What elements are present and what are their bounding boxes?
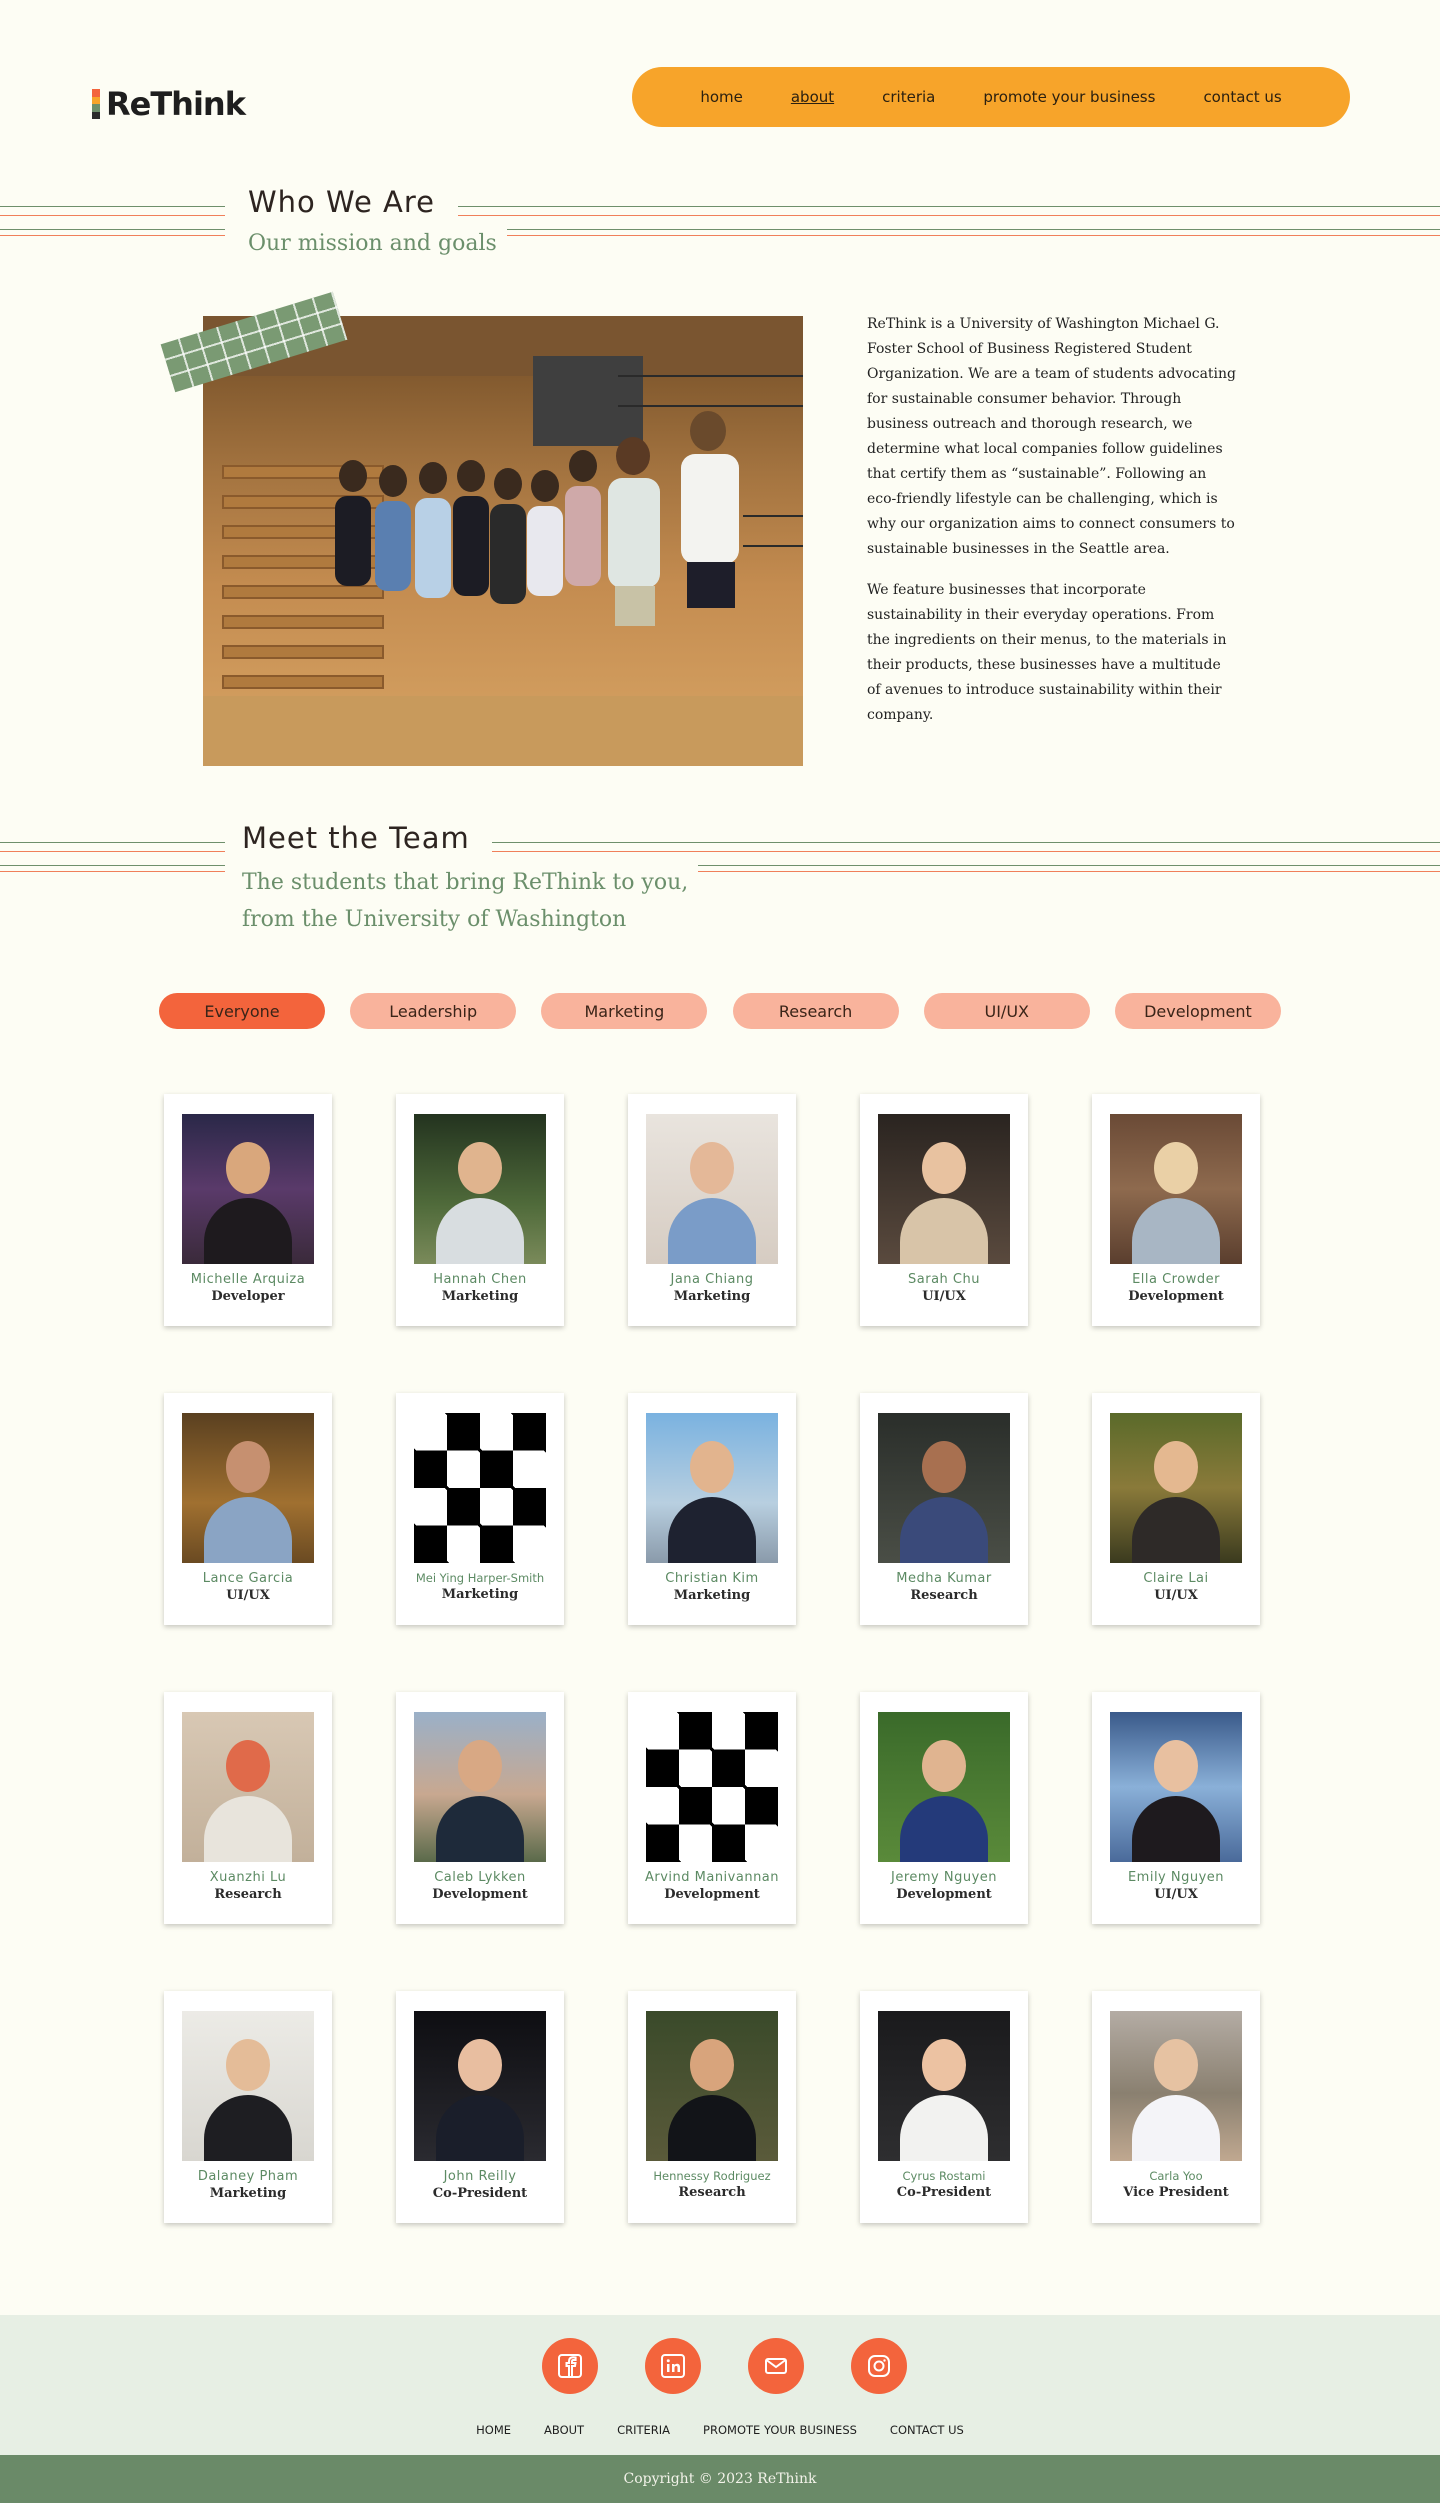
divider-line bbox=[492, 842, 1440, 843]
footer-link-home[interactable]: HOME bbox=[476, 2423, 512, 2437]
member-role: Research bbox=[910, 1588, 978, 1603]
member-name: Sarah Chu bbox=[908, 1272, 980, 1287]
member-photo bbox=[646, 2011, 778, 2161]
member-card bbox=[628, 1692, 796, 1924]
member-photo bbox=[414, 2011, 546, 2161]
instagram-icon[interactable] bbox=[851, 2338, 907, 2394]
member-photo bbox=[414, 1114, 546, 1264]
member-card bbox=[164, 1094, 332, 1326]
team-filters bbox=[159, 993, 1281, 1029]
member-role: UI/UX bbox=[1154, 1588, 1198, 1603]
team-title: Meet the Team bbox=[242, 821, 470, 855]
divider-line bbox=[0, 851, 225, 852]
member-role: Research bbox=[214, 1887, 282, 1902]
member-photo bbox=[646, 1114, 778, 1264]
member-role: Co-President bbox=[896, 2185, 992, 2200]
member-card bbox=[628, 1393, 796, 1625]
member-card bbox=[860, 1393, 1028, 1625]
mail-icon[interactable] bbox=[748, 2338, 804, 2394]
member-role: Marketing bbox=[673, 1588, 751, 1603]
member-role: Research bbox=[678, 2185, 746, 2200]
divider-line bbox=[690, 865, 1440, 866]
member-card bbox=[1092, 1991, 1260, 2223]
copyright: Copyright © 2023 ReThink bbox=[0, 2455, 1440, 2503]
logo-mark bbox=[92, 89, 100, 119]
linkedin-icon[interactable] bbox=[645, 2338, 701, 2394]
member-role: Marketing bbox=[441, 1289, 519, 1304]
member-card bbox=[396, 1094, 564, 1326]
divider-line bbox=[458, 215, 1440, 216]
member-name: Dalaney Pham bbox=[197, 2169, 299, 2184]
divider-line bbox=[0, 229, 225, 230]
member-photo bbox=[878, 2011, 1010, 2161]
member-card bbox=[860, 1692, 1028, 1924]
nav-about[interactable]: about bbox=[790, 88, 835, 106]
member-name: Carla Yoo bbox=[1149, 2169, 1203, 2183]
filter-research[interactable]: Research bbox=[733, 993, 899, 1029]
member-photo bbox=[1110, 1712, 1242, 1862]
footer bbox=[0, 2315, 1440, 2455]
about-paragraph-1: ReThink is a University of Washington Michael G. Foster School of Business Registered Student Organization. We are a team of students advocating for sustainable consumer behavior. Through business outreach and thorough research, we determine what local companies follow guidelines that certify them as “sustainable”. Following an eco-friendly lifestyle can be challenging, which is why our organization aims to connect consumers to sustainable businesses in the Seattle area. bbox=[867, 316, 1237, 557]
member-role: UI/UX bbox=[922, 1289, 966, 1304]
member-name: Medha Kumar bbox=[896, 1571, 992, 1586]
member-card bbox=[164, 1991, 332, 2223]
member-name: John Reilly bbox=[443, 2169, 517, 2184]
team-subtitle-line-2: from the University of Washington bbox=[242, 901, 636, 938]
member-role: Development bbox=[664, 1887, 760, 1902]
member-photo bbox=[878, 1712, 1010, 1862]
member-name: Lance Garcia bbox=[202, 1571, 294, 1586]
member-photo bbox=[414, 1712, 546, 1862]
member-photo bbox=[878, 1413, 1010, 1563]
member-name: Michelle Arquiza bbox=[190, 1272, 306, 1287]
member-card bbox=[1092, 1692, 1260, 1924]
member-photo-placeholder bbox=[414, 1413, 546, 1563]
footer-link-promote-your-business[interactable]: PROMOTE YOUR BUSINESS bbox=[703, 2423, 857, 2437]
member-photo bbox=[182, 1712, 314, 1862]
member-role: UI/UX bbox=[226, 1588, 270, 1603]
divider-line bbox=[0, 235, 225, 236]
member-name: Mei Ying Harper-Smith bbox=[415, 1571, 545, 1585]
nav-promote-your-business[interactable]: promote your business bbox=[983, 88, 1156, 106]
divider-line bbox=[0, 842, 225, 843]
about-text bbox=[867, 312, 1237, 744]
member-card bbox=[860, 1991, 1028, 2223]
divider-line bbox=[0, 871, 225, 872]
member-photo bbox=[1110, 1114, 1242, 1264]
footer-links bbox=[0, 2423, 1440, 2437]
social-links bbox=[542, 2338, 907, 2394]
member-name: Emily Nguyen bbox=[1127, 1870, 1225, 1885]
member-photo-placeholder bbox=[646, 1712, 778, 1862]
member-photo bbox=[182, 1413, 314, 1563]
filter-development[interactable]: Development bbox=[1115, 993, 1281, 1029]
divider-line bbox=[500, 229, 1440, 230]
member-role: Development bbox=[896, 1887, 992, 1902]
divider-line bbox=[0, 215, 225, 216]
facebook-icon[interactable] bbox=[542, 2338, 598, 2394]
nav-criteria[interactable]: criteria bbox=[882, 88, 936, 106]
filter-leadership[interactable]: Leadership bbox=[350, 993, 516, 1029]
member-photo bbox=[646, 1413, 778, 1563]
filter-uiux[interactable]: UI/UX bbox=[924, 993, 1090, 1029]
member-card bbox=[1092, 1393, 1260, 1625]
member-card bbox=[396, 1991, 564, 2223]
divider-line bbox=[0, 865, 225, 866]
divider-line bbox=[0, 206, 225, 207]
member-role: Marketing bbox=[441, 1587, 519, 1602]
divider-line bbox=[500, 235, 1440, 236]
about-paragraph-2: We feature businesses that incorporate sustainability in their everyday operations. From the ingredients on their menus, to the materials in their products, these businesses have a multitude of avenues to introduce sustainability within their company. bbox=[867, 582, 1227, 723]
member-role: Co-President bbox=[432, 2186, 528, 2201]
member-card bbox=[628, 1094, 796, 1326]
member-name: Jeremy Nguyen bbox=[890, 1870, 998, 1885]
member-name: Cyrus Rostami bbox=[902, 2169, 986, 2183]
member-card bbox=[164, 1692, 332, 1924]
logo[interactable] bbox=[92, 84, 245, 124]
member-role: Marketing bbox=[673, 1289, 751, 1304]
member-role: Development bbox=[1128, 1289, 1224, 1304]
member-photo bbox=[182, 1114, 314, 1264]
who-subtitle: Our mission and goals bbox=[248, 226, 507, 262]
member-name: Arvind Manivannan bbox=[644, 1870, 780, 1885]
member-role: Vice President bbox=[1123, 2185, 1229, 2200]
member-role: UI/UX bbox=[1154, 1887, 1198, 1902]
member-photo bbox=[1110, 2011, 1242, 2161]
member-card bbox=[1092, 1094, 1260, 1326]
member-card bbox=[860, 1094, 1028, 1326]
footer-link-contact-us[interactable]: CONTACT US bbox=[889, 2423, 964, 2437]
team-subtitle-line-1: The students that bring ReThink to you, bbox=[242, 864, 698, 901]
footer-link-about[interactable]: ABOUT bbox=[544, 2423, 585, 2437]
member-name: Christian Kim bbox=[665, 1571, 759, 1586]
group-photo bbox=[203, 316, 803, 766]
who-title: Who We Are bbox=[248, 185, 436, 219]
member-card bbox=[396, 1393, 564, 1625]
member-card bbox=[164, 1393, 332, 1625]
main-nav bbox=[632, 67, 1350, 127]
member-photo bbox=[1110, 1413, 1242, 1563]
nav-home[interactable]: home bbox=[700, 88, 743, 106]
team-grid bbox=[164, 1094, 1262, 2223]
filter-marketing[interactable]: Marketing bbox=[541, 993, 707, 1029]
member-name: Caleb Lykken bbox=[434, 1870, 526, 1885]
member-name: Claire Lai bbox=[1143, 1571, 1209, 1586]
member-role: Developer bbox=[211, 1289, 285, 1304]
member-photo bbox=[878, 1114, 1010, 1264]
divider-line bbox=[458, 206, 1440, 207]
member-name: Jana Chiang bbox=[670, 1272, 754, 1287]
filter-everyone[interactable]: Everyone bbox=[159, 993, 325, 1029]
member-name: Ella Crowder bbox=[1132, 1272, 1220, 1287]
divider-line bbox=[492, 851, 1440, 852]
logo-text: ReThink bbox=[106, 85, 245, 123]
member-photo bbox=[182, 2011, 314, 2161]
member-card bbox=[396, 1692, 564, 1924]
member-name: Xuanzhi Lu bbox=[209, 1870, 287, 1885]
divider-line bbox=[690, 871, 1440, 872]
member-role: Development bbox=[432, 1887, 528, 1902]
member-name: Hennessy Rodriguez bbox=[653, 2169, 771, 2183]
nav-contact-us[interactable]: contact us bbox=[1203, 88, 1282, 106]
member-name: Hannah Chen bbox=[433, 1272, 527, 1287]
member-role: Marketing bbox=[209, 2186, 287, 2201]
footer-link-criteria[interactable]: CRITERIA bbox=[617, 2423, 671, 2437]
member-card bbox=[628, 1991, 796, 2223]
